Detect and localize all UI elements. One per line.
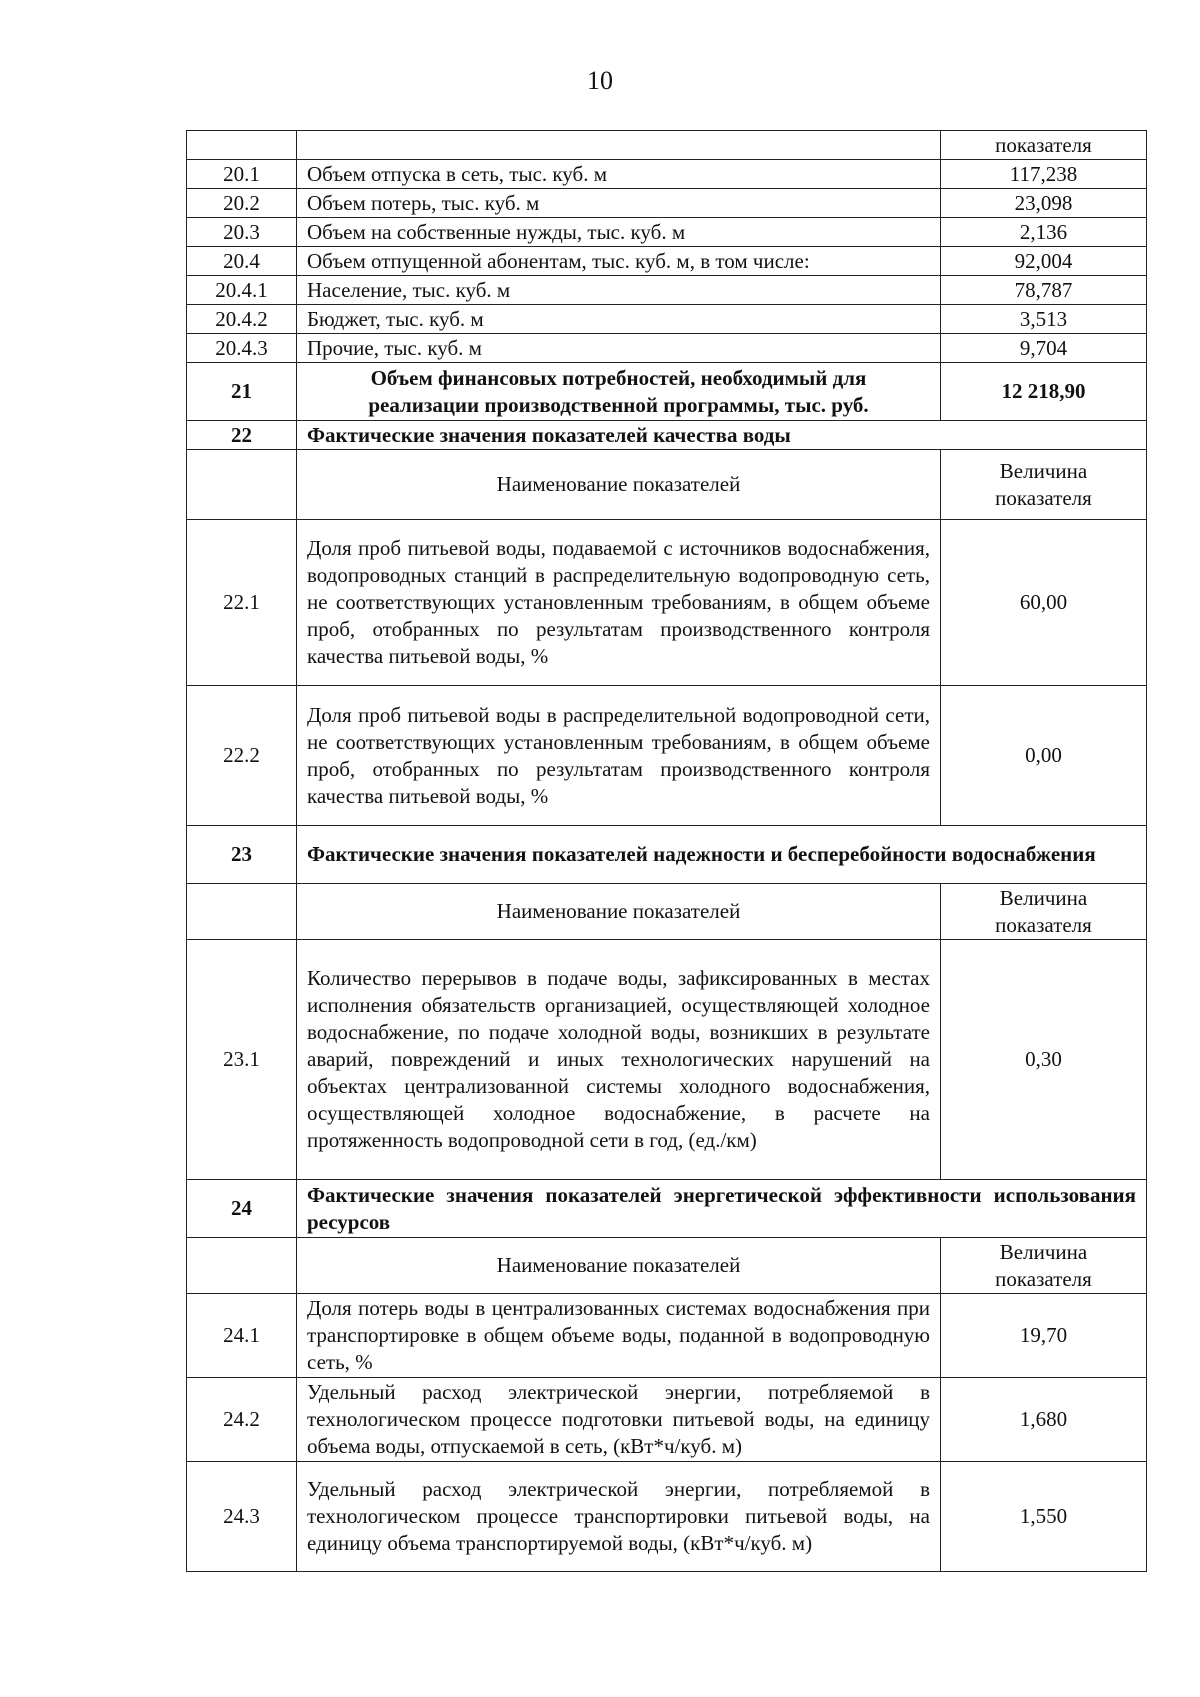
row-value: 92,004 <box>941 247 1147 276</box>
row-label: Доля потерь воды в централизованных системах водоснабжения при транспортировке в общем объеме воды, поданной в водопроводную сеть, % <box>297 1294 941 1378</box>
section-number: 22 <box>187 421 297 450</box>
row-label: Объем отпущенной абонентам, тыс. куб. м, в том числе: <box>297 247 941 276</box>
row-value: 1,680 <box>941 1378 1147 1462</box>
value-header: показателя <box>941 131 1147 160</box>
section-23-header <box>187 884 1147 940</box>
row-label: Объем отпуска в сеть, тыс. куб. м <box>297 160 941 189</box>
table-row <box>187 247 1147 276</box>
section-title: Фактические значения показателей надежности и бесперебойности водоснабжения <box>297 826 1147 884</box>
indicators-table <box>186 130 1147 1572</box>
row-number: 22.2 <box>187 686 297 826</box>
table-row-21 <box>187 363 1147 421</box>
row-label: Удельный расход электрической энергии, потребляемой в технологическом процессе транспортировки питьевой воды, на единицу объема транспортируемой воды, (кВт*ч/куб. м) <box>297 1462 941 1572</box>
row-value: 23,098 <box>941 189 1147 218</box>
row-number: 24.2 <box>187 1378 297 1462</box>
header-name: Наименование показателей <box>297 884 941 940</box>
table-row <box>187 160 1147 189</box>
section-title: Фактические значения показателей энергетической эффективности использования ресурсов <box>297 1180 1147 1238</box>
row-number: 24.3 <box>187 1462 297 1572</box>
empty-cell <box>187 131 297 160</box>
row-value: 0,30 <box>941 940 1147 1180</box>
row-value: 78,787 <box>941 276 1147 305</box>
row-number: 20.4.2 <box>187 305 297 334</box>
empty-cell <box>297 131 941 160</box>
row-label: Количество перерывов в подаче воды, зафиксированных в местах исполнения обязательств организацией, осуществляющей холодное водоснабжение, по подаче холодной воды, возникших в результате аварий, повреждений и иных технологических нарушений на объектах централизованной системы холодного водоснабжения, осуществляющей холодное водоснабжение, в расчете на протяженность водопроводной сети в год, (ед./км) <box>297 940 941 1180</box>
empty-cell <box>187 884 297 940</box>
row-label: Доля проб питьевой воды в распределительной водопроводной сети, не соответствующих установленным требованиям, в общем объеме проб, отобранных по результатам производственного контроля качества питьевой воды, % <box>297 686 941 826</box>
row-number: 23.1 <box>187 940 297 1180</box>
section-24-row <box>187 1180 1147 1238</box>
header-value: Величина показателя <box>941 1238 1147 1294</box>
header-name: Наименование показателей <box>297 1238 941 1294</box>
row-number: 24.1 <box>187 1294 297 1378</box>
table-row <box>187 305 1147 334</box>
section-22-header <box>187 450 1147 520</box>
row-label: Бюджет, тыс. куб. м <box>297 305 941 334</box>
row-label: Объем потерь, тыс. куб. м <box>297 189 941 218</box>
section-23-row <box>187 826 1147 884</box>
header-value: Величина показателя <box>941 450 1147 520</box>
row-label: Удельный расход электрической энергии, потребляемой в технологическом процессе подготовки питьевой воды, на единицу объема воды, отпускаемой в сеть, (кВт*ч/куб. м) <box>297 1378 941 1462</box>
row-value: 9,704 <box>941 334 1147 363</box>
row-number: 20.4.3 <box>187 334 297 363</box>
section-24-header <box>187 1238 1147 1294</box>
table-row <box>187 1378 1147 1462</box>
row-number: 20.3 <box>187 218 297 247</box>
table-row <box>187 686 1147 826</box>
row-number: 20.4 <box>187 247 297 276</box>
table-row <box>187 520 1147 686</box>
row-label: Объем на собственные нужды, тыс. куб. м <box>297 218 941 247</box>
row-value: 0,00 <box>941 686 1147 826</box>
row-number: 20.1 <box>187 160 297 189</box>
table-row <box>187 189 1147 218</box>
page-number: 10 <box>587 66 613 95</box>
header-name: Наименование показателей <box>297 450 941 520</box>
row-label: Объем финансовых потребностей, необходимый для реализации производственной программы, тыс. руб. <box>297 363 941 421</box>
table-row <box>187 940 1147 1180</box>
row-value: 12 218,90 <box>941 363 1147 421</box>
row-value: 117,238 <box>941 160 1147 189</box>
header-value: Величина показателя <box>941 884 1147 940</box>
empty-cell <box>187 450 297 520</box>
row-value: 19,70 <box>941 1294 1147 1378</box>
section-number: 23 <box>187 826 297 884</box>
row-value: 3,513 <box>941 305 1147 334</box>
row-value: 1,550 <box>941 1462 1147 1572</box>
table-row <box>187 218 1147 247</box>
table-row <box>187 276 1147 305</box>
row-number: 20.2 <box>187 189 297 218</box>
row-label: Население, тыс. куб. м <box>297 276 941 305</box>
table-row <box>187 1294 1147 1378</box>
row-number: 22.1 <box>187 520 297 686</box>
row-number: 21 <box>187 363 297 421</box>
row-label: Прочие, тыс. куб. м <box>297 334 941 363</box>
table-row <box>187 131 1147 160</box>
row-number: 20.4.1 <box>187 276 297 305</box>
table-row <box>187 1462 1147 1572</box>
table-row <box>187 334 1147 363</box>
empty-cell <box>187 1238 297 1294</box>
row-label: Доля проб питьевой воды, подаваемой с источников водоснабжения, водопроводных станций в распределительную водопроводную сеть, не соответствующих установленным требованиям, в общем объеме проб, отобранных по результатам производственного контроля качества питьевой воды, % <box>297 520 941 686</box>
row-value: 60,00 <box>941 520 1147 686</box>
section-title: Фактические значения показателей качества воды <box>297 421 1147 450</box>
section-number: 24 <box>187 1180 297 1238</box>
section-22-row <box>187 421 1147 450</box>
row-value: 2,136 <box>941 218 1147 247</box>
